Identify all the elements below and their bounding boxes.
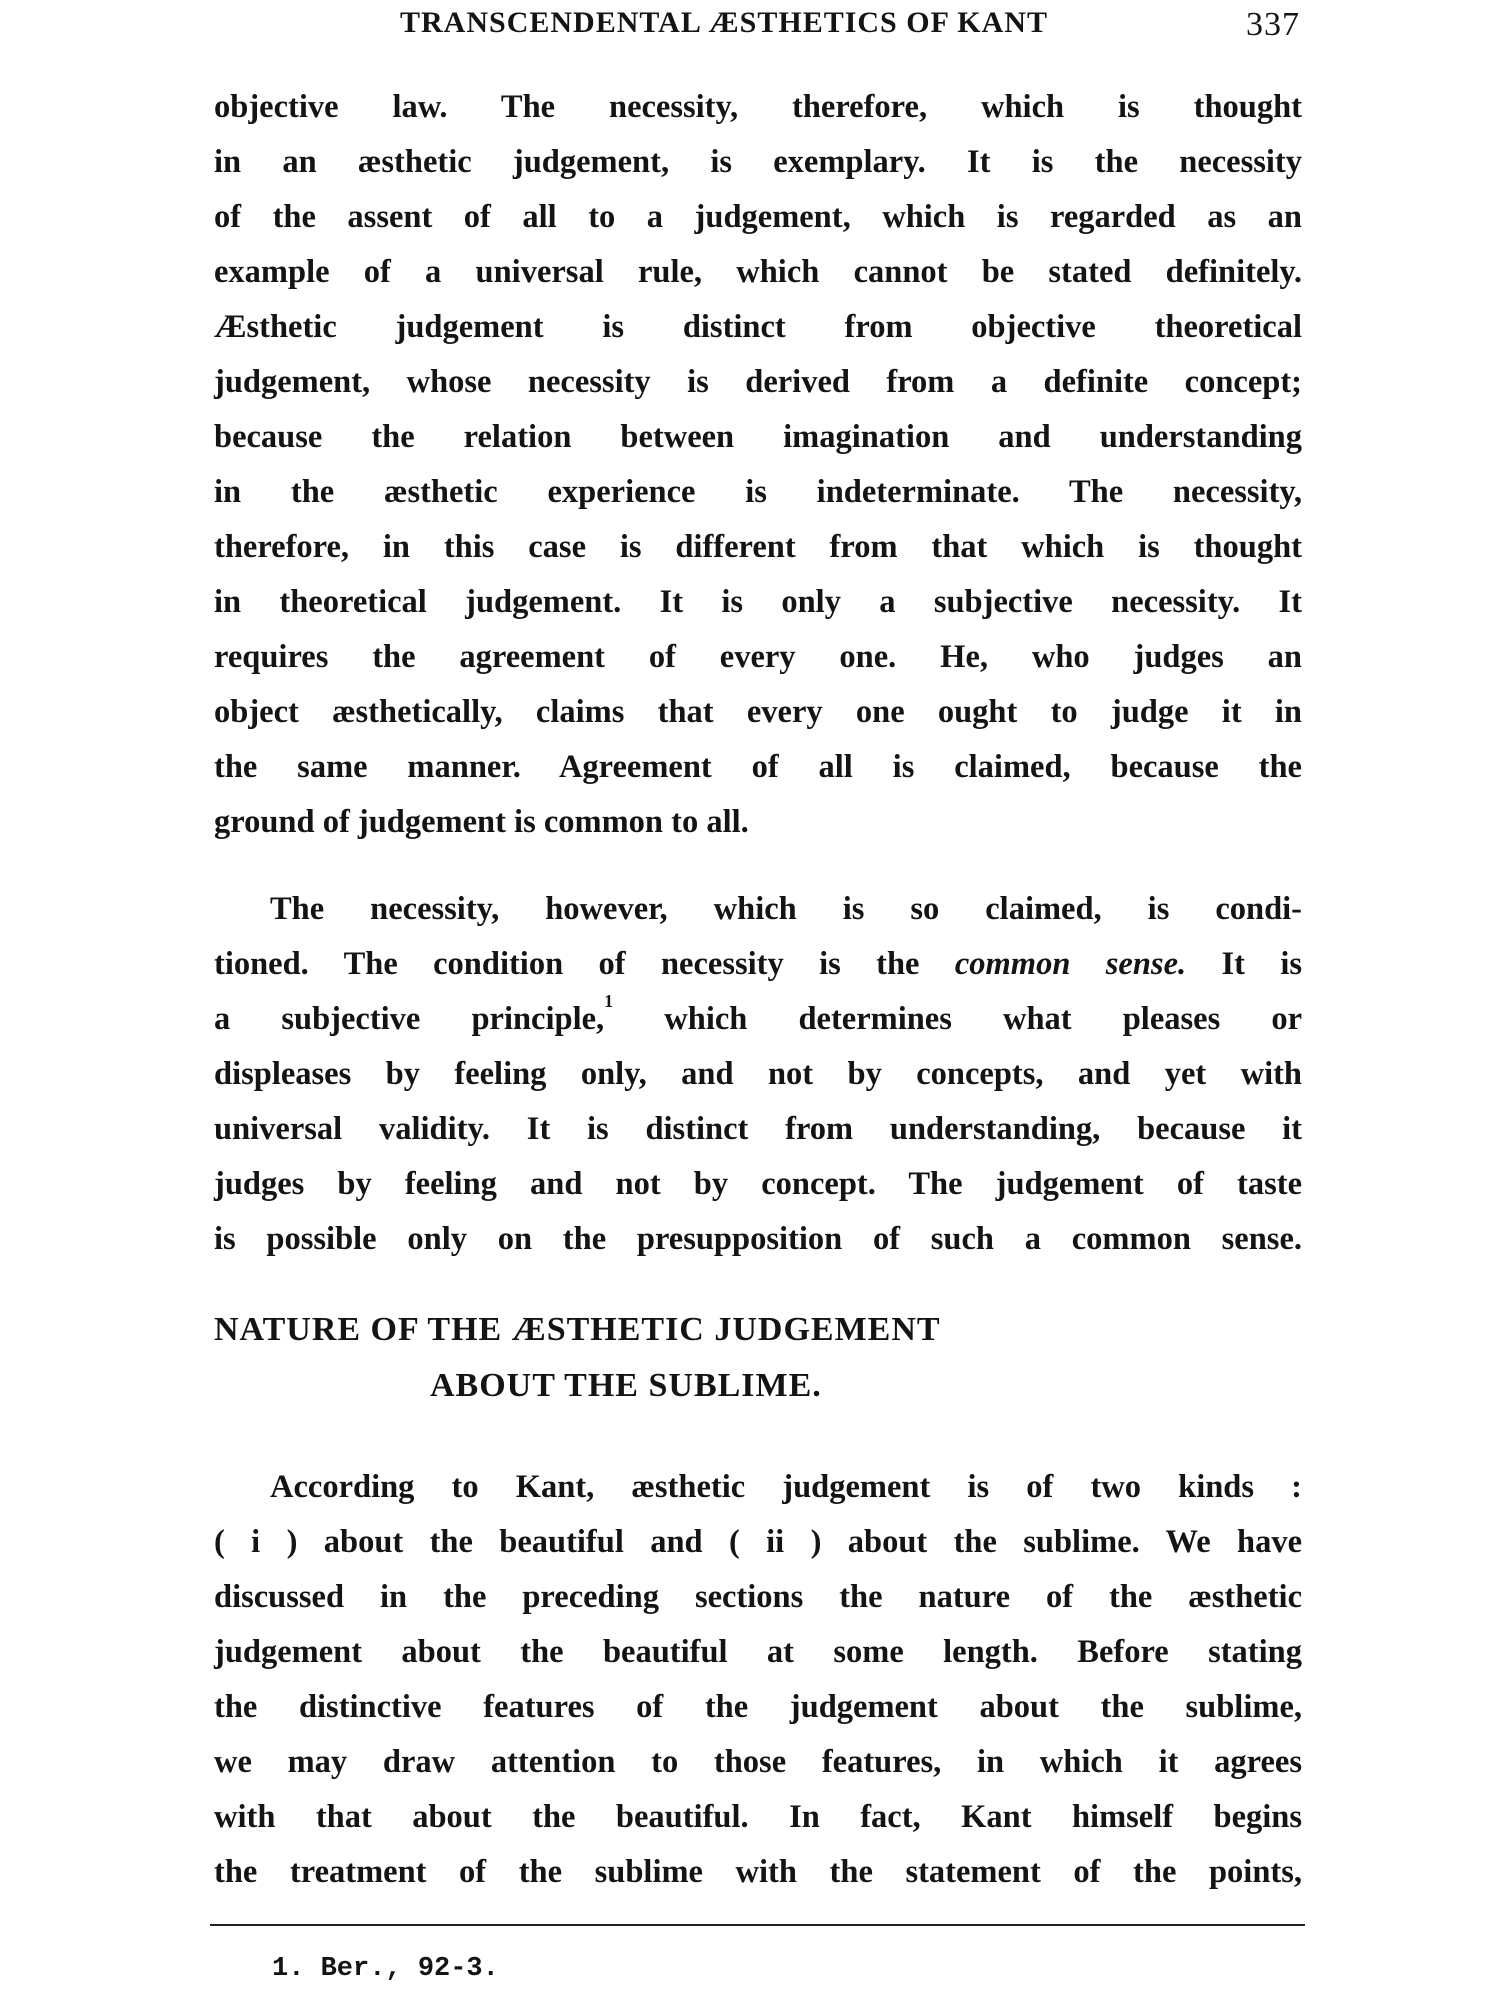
text-line: judges by feeling and not by concept. The judgement of taste [214,1166,1302,1202]
text-segment: It is [1221,946,1303,982]
text-line [214,937,1302,992]
text-line: with that about the beautiful. In fact, Kant himself begins [214,1799,1302,1835]
text-line: therefore, in this case is different from that which is thought [214,529,1302,565]
text-line: object æsthetically, claims that every one ought to judge it in [214,694,1302,730]
footnote-number: 1. [272,1954,305,1984]
text-line [214,992,1302,1047]
paragraph-2 [214,882,1302,1267]
text-line: the distinctive features of the judgement about the sublime, [214,1689,1302,1725]
footnote-divider [210,1924,1305,1926]
text-line: judgement about the beautiful at some length. Before stating [214,1634,1302,1670]
text-segment: tioned. The condition of necessity is the [214,946,920,982]
text-line: According to Kant, æsthetic judgement is of two kinds : [270,1469,1302,1505]
text-line: in theoretical judgement. It is only a subjective necessity. It [214,584,1302,620]
text-line: objective law. The necessity, therefore, which is thought [214,89,1302,125]
text-line: in an æsthetic judgement, is exemplary. It is the necessity [214,144,1302,180]
text-line: judgement, whose necessity is derived from a definite concept; [214,364,1302,400]
text-line: ( i ) about the beautiful and ( ii ) about the sublime. We have [214,1524,1302,1560]
text-line: universal validity. It is distinct from understanding, because it [214,1111,1302,1147]
text-line: is possible only on the presupposition of such a common sense. [214,1221,1302,1257]
text-line: ground of judgement is common to all. [214,804,749,840]
text-line: the treatment of the sublime with the statement of the points, [214,1854,1302,1890]
text-line: requires the agreement of every one. He, who judges an [214,639,1302,675]
text-line: of the assent of all to a judgement, which is regarded as an [214,199,1302,235]
text-line: the same manner. Agreement of all is claimed, because the [214,749,1302,785]
page-number: 337 [1246,6,1300,43]
text-line: Æsthetic judgement is distinct from objective theoretical [214,309,1302,345]
text-line: because the relation between imagination and understanding [214,419,1302,455]
paragraph-3 [214,1460,1302,1900]
emphasis-common-sense: common sense. [954,946,1187,982]
text-line: displeases by feeling only, and not by concepts, and yet with [214,1056,1302,1092]
text-line: we may draw attention to those features, in which it agrees [214,1744,1302,1780]
footnote-text: Ber., 92-3. [320,1954,499,1984]
text-segment: a subjective principle, [214,1001,605,1037]
section-heading [214,1302,1302,1414]
section-heading-line-2: ABOUT THE SUBLIME. [430,1367,822,1404]
text-line: in the æsthetic experience is indeterminate. The necessity, [214,474,1302,510]
running-head [400,6,1300,46]
section-heading-line-1: NATURE OF THE ÆSTHETIC JUDGEMENT [214,1311,941,1348]
footnote [272,1954,499,1984]
text-segment: which determines what pleases or [664,1001,1302,1037]
text-line: The necessity, however, which is so claimed, is condi- [270,891,1302,927]
paragraph-1 [214,80,1302,850]
running-title: TRANSCENDENTAL ÆSTHETICS OF KANT [400,6,1048,39]
text-line: example of a universal rule, which cannot be stated definitely. [214,254,1302,290]
text-line: discussed in the preceding sections the nature of the æsthetic [214,1579,1302,1615]
footnote-reference: 1 [604,991,614,1012]
